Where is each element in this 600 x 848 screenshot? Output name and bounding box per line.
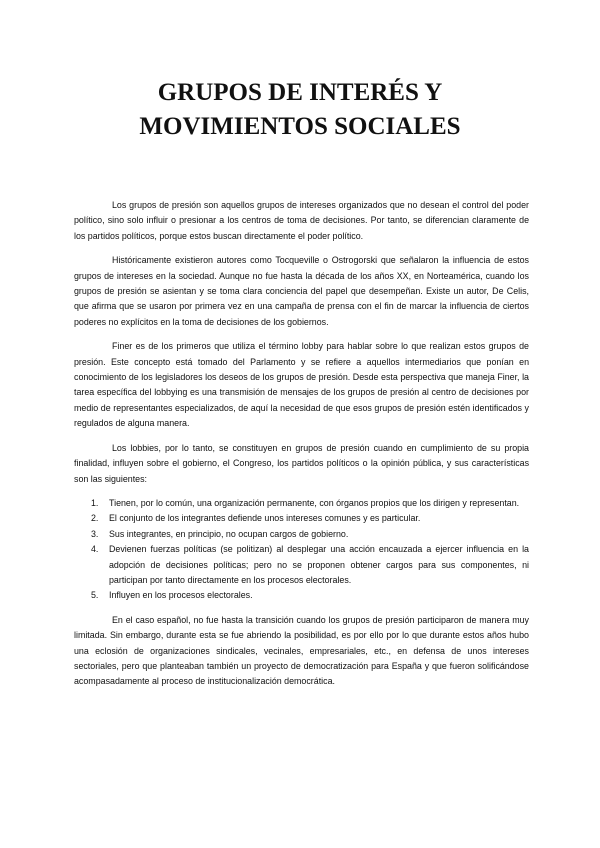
- page-title: [60, 76, 540, 144]
- list-item-text: Devienen fuerzas políticas (se politizan) al desplegar una acción encauzada a ejercer influencia en la adopción de decisiones políticas; pero no se proponen obtener cargos para sus componentes, ni participan por tanto directamente en los procesos electorales.: [109, 544, 529, 585]
- paragraph-5: En el caso español, no fue hasta la transición cuando los grupos de presión participaron de manera muy limitada. Sin embargo, durante esta se fue abriendo la posibilidad, es por ello por lo que durante estos años hubo una eclosión de organizaciones sindicales, vecinales, empresariales, etc., en defensa de unos intereses sectoriales, pero que planteaban también un proyecto de democratización para España y que fueron solificándose acompasadamente al proceso de institucionalización democrática.: [74, 614, 529, 687]
- list-item-number: 3.: [91, 528, 99, 539]
- list-item: [74, 511, 529, 526]
- list-item-text: El conjunto de los integrantes defiende unos intereses comunes y es particular.: [109, 513, 421, 524]
- list-item-text: Tienen, por lo común, una organización permanente, con órganos propios que los dirigen y representan.: [109, 497, 520, 508]
- list-item: [74, 588, 529, 603]
- title-line-1: GRUPOS DE INTERÉS Y: [157, 79, 443, 106]
- list-item-number: 2.: [91, 513, 99, 524]
- list-item-number: 1.: [91, 497, 99, 508]
- characteristics-list: [74, 496, 529, 604]
- paragraph-3: Finer es de los primeros que utiliza el término lobby para hablar sobre lo que realizan estos grupos de presión. Este concepto está tomado del Parlamento y se refiere a aquellos intermediarios que ponían en conocimiento de los legisladores los deseos de los grupos de presión. Desde esta perspectiva que maneja Finer, la tarea específica del lobbying es una transmisión de mensajes de los grupos de presión al centro de decisiones por medio de representantes especializados, de aquí la necesidad de que esos grupos de presión estén identificados y regulados de alguna manera.: [74, 341, 529, 429]
- paragraph-4: Los lobbies, por lo tanto, se constituyen en grupos de presión cuando en cumplimiento de su propia finalidad, influyen sobre el gobierno, el Congreso, los partidos políticos o la opinión pública, y sus características son las siguientes:: [74, 442, 529, 484]
- paragraph-1: Los grupos de presión son aquellos grupos de intereses organizados que no desean el control del poder político, sino solo influir o presionar a los centros de toma de decisiones. Por tanto, se diferencian claramente de los partidos políticos, porque estos buscan directamente el poder político.: [74, 200, 529, 241]
- document-body: [74, 198, 529, 699]
- list-item-text: Influyen en los procesos electorales.: [109, 590, 253, 601]
- list-item: [74, 496, 529, 511]
- paragraph-2: Históricamente existieron autores como Tocqueville o Ostrogorski que señalaron la influencia de estos grupos de intereses en la sociedad. Aunque no fue hasta la década de los años XX, en Norteamérica, cuando los grupos de presión se asientan y se toma clara conciencia del papel que desempeñan. Existe un autor, De Celis, que afirma que se usaron por primera vez en una campaña de prensa con el fin de marcar la influencia de ciertos poderes no explícitos en la toma de decisiones de los gobiernos.: [74, 255, 529, 327]
- list-item: [74, 527, 529, 542]
- title-line-2: MOVIMIENTOS SOCIALES: [139, 113, 461, 140]
- list-item-number: 4.: [91, 544, 99, 555]
- list-item: [74, 542, 529, 588]
- list-item-text: Sus integrantes, en principio, no ocupan cargos de gobierno.: [109, 528, 349, 539]
- list-item-number: 5.: [91, 590, 99, 601]
